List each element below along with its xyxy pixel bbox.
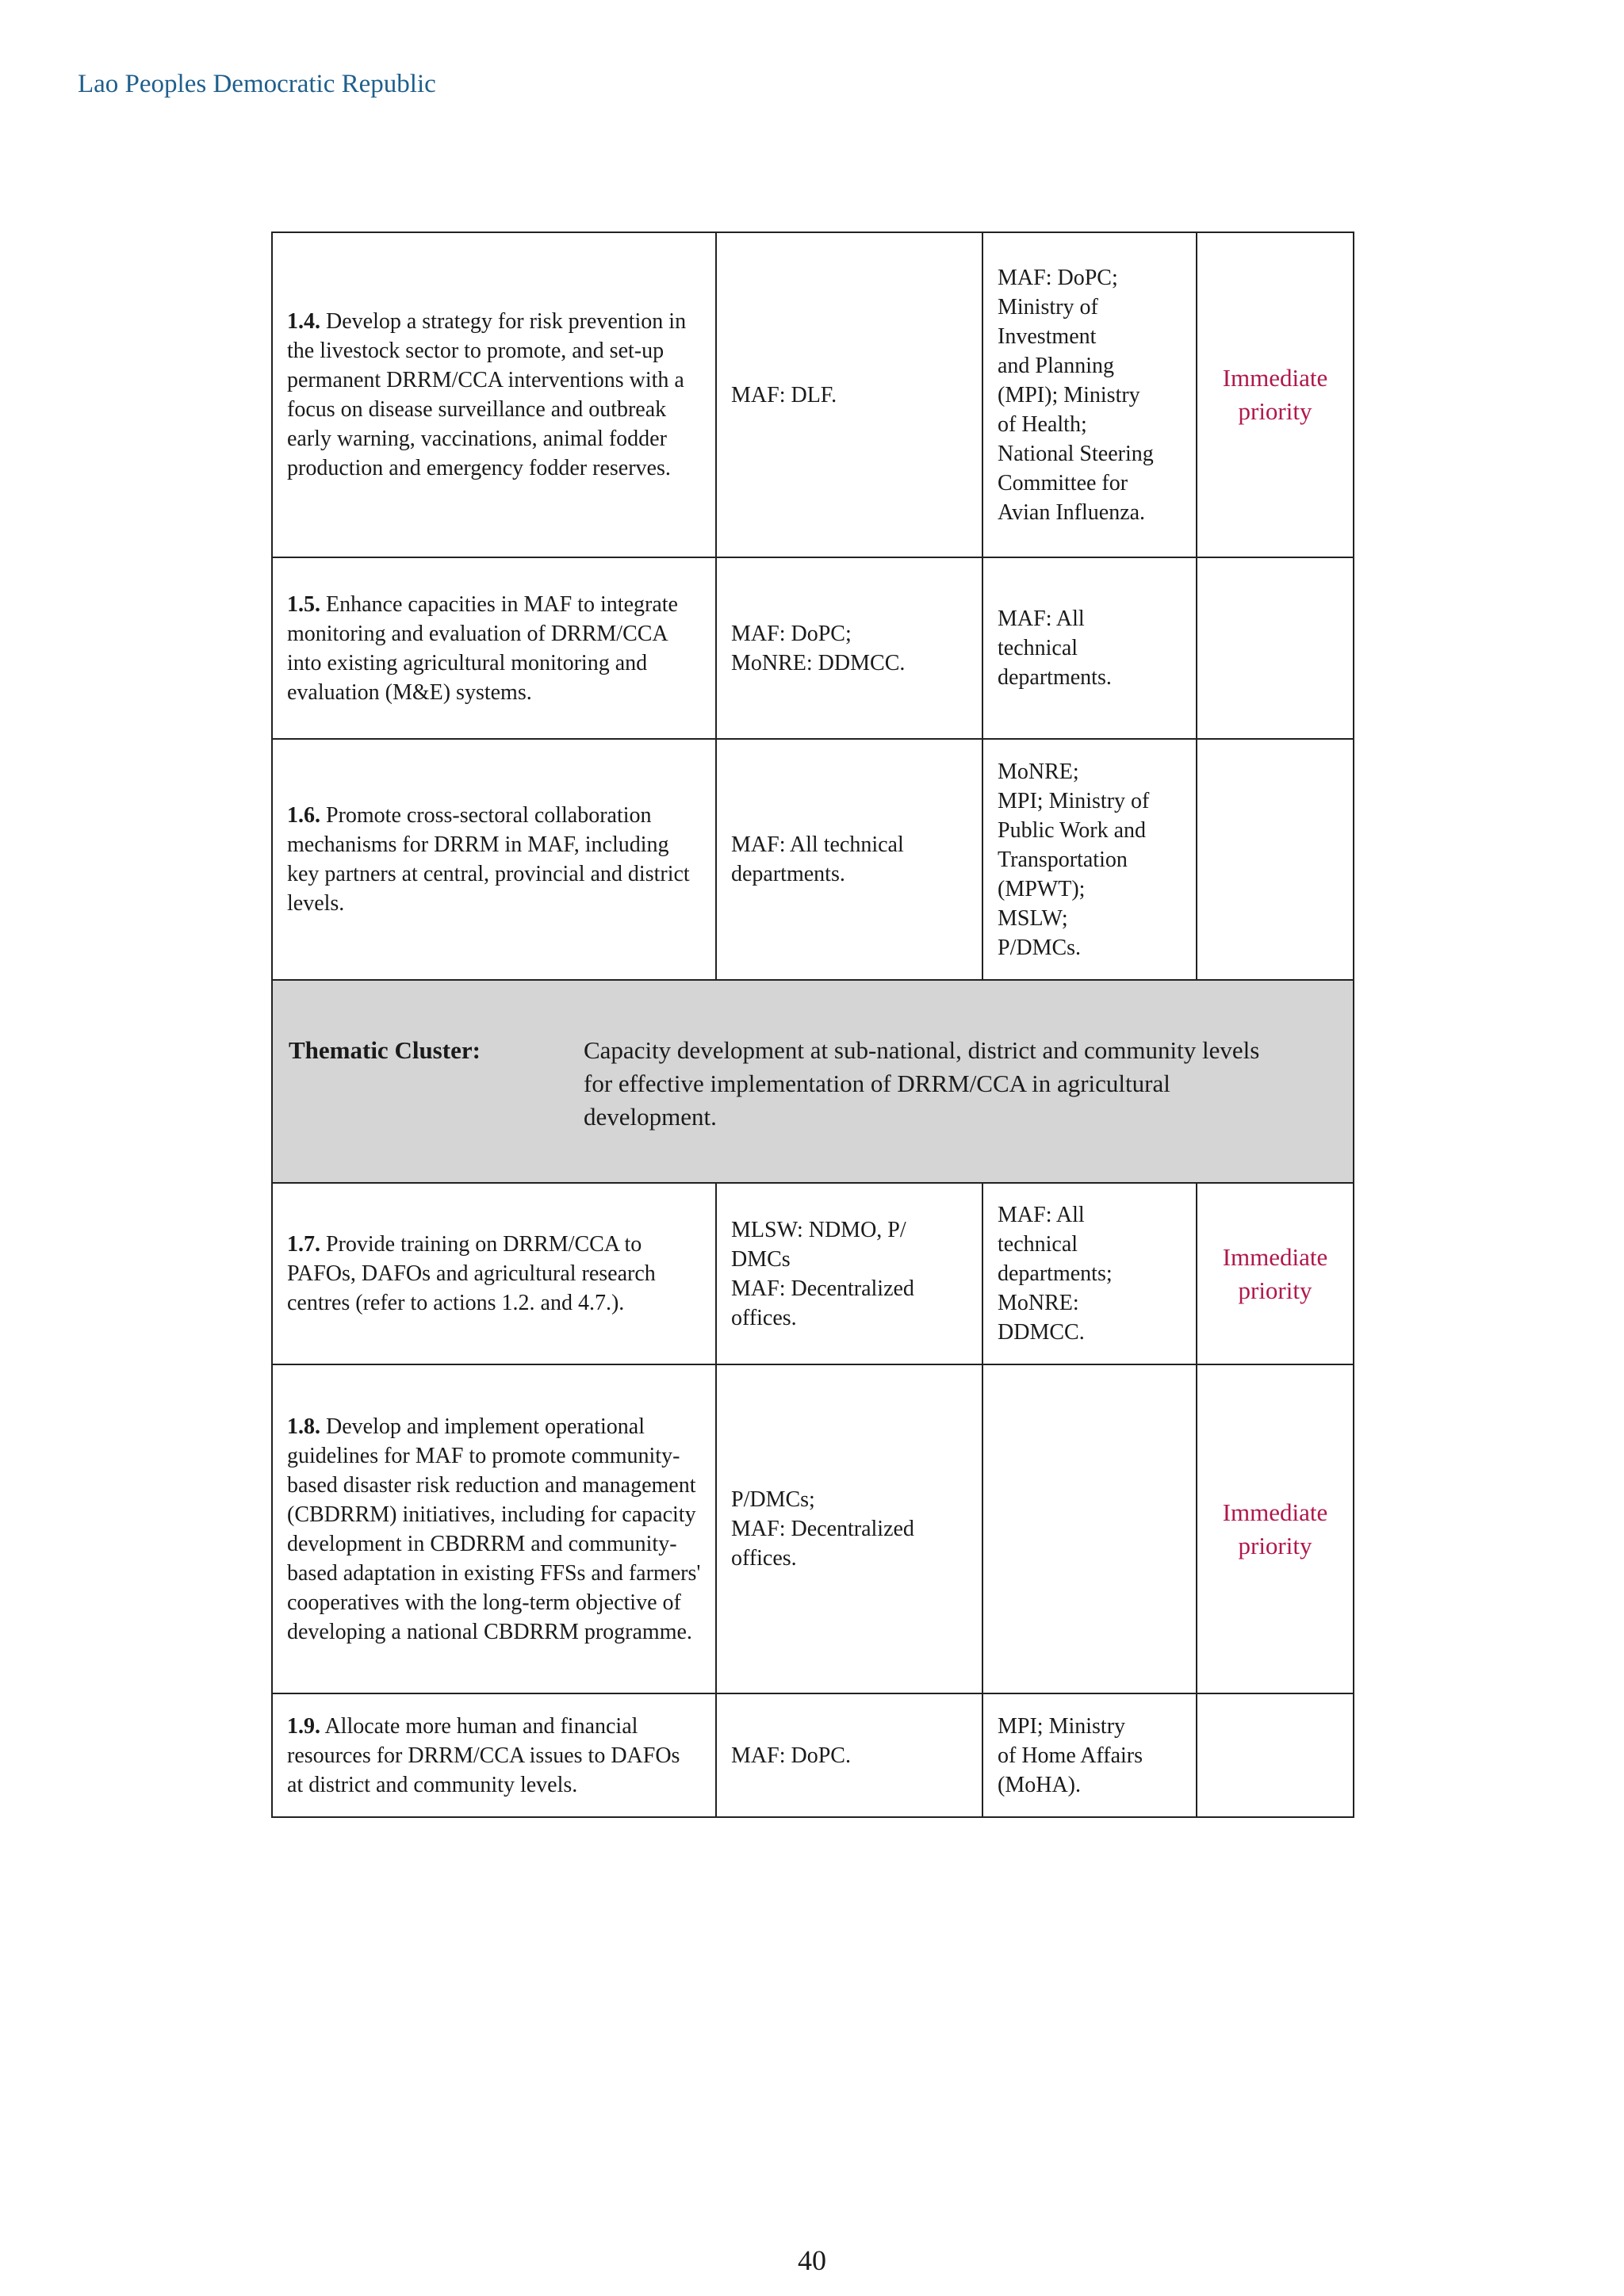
partners-cell: MAF: All technical departments; MoNRE: DDMCC. [982, 1183, 1197, 1364]
partners-cell [982, 1364, 1197, 1693]
action-text: Allocate more human and financial resources for DRRM/CCA issues to DAFOs at district and community levels. [287, 1713, 680, 1797]
action-text: Promote cross-sectoral collaboration mechanisms for DRRM in MAF, including key partners at central, provincial and district levels. [287, 803, 690, 916]
cluster-label: Thematic Cluster: [289, 1036, 481, 1064]
lead-cell: P/DMCs; MAF: Decentralized offices. [716, 1364, 982, 1693]
table-row [272, 557, 1354, 739]
action-text: Develop and implement operational guidelines for MAF to promote community-based disaster risk reduction and management (CBDRRM) initiatives, including for capacity development in CBDRRM and community-based adaptation in existing FFSs and farmers' cooperatives with the long-term objective of developing a national CBDRRM programme. [287, 1414, 701, 1644]
table-row [272, 1364, 1354, 1693]
priority-cell [1197, 557, 1354, 739]
partners-cell: MAF: All technical departments. [982, 557, 1197, 739]
action-number: 1.8. [287, 1414, 320, 1439]
priority-cell: Immediate priority [1197, 1183, 1354, 1364]
table-row [272, 1693, 1354, 1817]
action-number: 1.7. [287, 1232, 320, 1257]
table-row [272, 739, 1354, 980]
action-cell [272, 557, 716, 739]
lead-cell: MAF: DoPC. [716, 1693, 982, 1817]
action-cell [272, 1693, 716, 1817]
priority-cell [1197, 1693, 1354, 1817]
action-number: 1.6. [287, 803, 320, 828]
lead-cell: MAF: All technical departments. [716, 739, 982, 980]
lead-cell: MLSW: NDMO, P/ DMCs MAF: Decentralized offices. [716, 1183, 982, 1364]
action-number: 1.4. [287, 309, 320, 334]
table-row [272, 1183, 1354, 1364]
partners-cell: MoNRE; MPI; Ministry of Public Work and Transportation (MPWT); MSLW; P/DMCs. [982, 739, 1197, 980]
lead-cell: MAF: DLF. [716, 232, 982, 557]
thematic-cluster-cell [272, 980, 1354, 1183]
action-number: 1.5. [287, 591, 320, 617]
action-cell [272, 1364, 716, 1693]
partners-cell: MPI; Ministry of Home Affairs (MoHA). [982, 1693, 1197, 1817]
action-cell [272, 232, 716, 557]
priority-cell [1197, 739, 1354, 980]
priority-cell: Immediate priority [1197, 1364, 1354, 1693]
action-number: 1.9. [287, 1713, 320, 1739]
priority-cell: Immediate priority [1197, 232, 1354, 557]
partners-cell: MAF: DoPC; Ministry of Investment and Planning (MPI); Ministry of Health; National Steering Committee for Avian Influenza. [982, 232, 1197, 557]
running-header: Lao Peoples Democratic Republic [78, 70, 436, 98]
lead-cell: MAF: DoPC; MoNRE: DDMCC. [716, 557, 982, 739]
action-text: Enhance capacities in MAF to integrate monitoring and evaluation of DRRM/CCA into existing agricultural monitoring and evaluation (M&E) systems. [287, 591, 678, 705]
action-text: Develop a strategy for risk prevention in the livestock sector to promote, and set-up permanent DRRM/CCA interventions with a focus on disease surveillance and outbreak early warning, vaccinations, animal fodder production and emergency fodder reserves. [287, 309, 687, 480]
page-number: 40 [798, 2244, 826, 2276]
table-row [272, 232, 1354, 557]
thematic-cluster-row [272, 980, 1354, 1183]
cluster-text: Capacity development at sub-national, district and community levels for effective implementation of DRRM/CCA in agricultural development. [584, 1036, 1260, 1131]
action-cell [272, 1183, 716, 1364]
action-cell [272, 739, 716, 980]
action-table [271, 232, 1354, 1818]
action-text: Provide training on DRRM/CCA to PAFOs, DAFOs and agricultural research centres (refer to actions 1.2. and 4.7.). [287, 1232, 656, 1315]
